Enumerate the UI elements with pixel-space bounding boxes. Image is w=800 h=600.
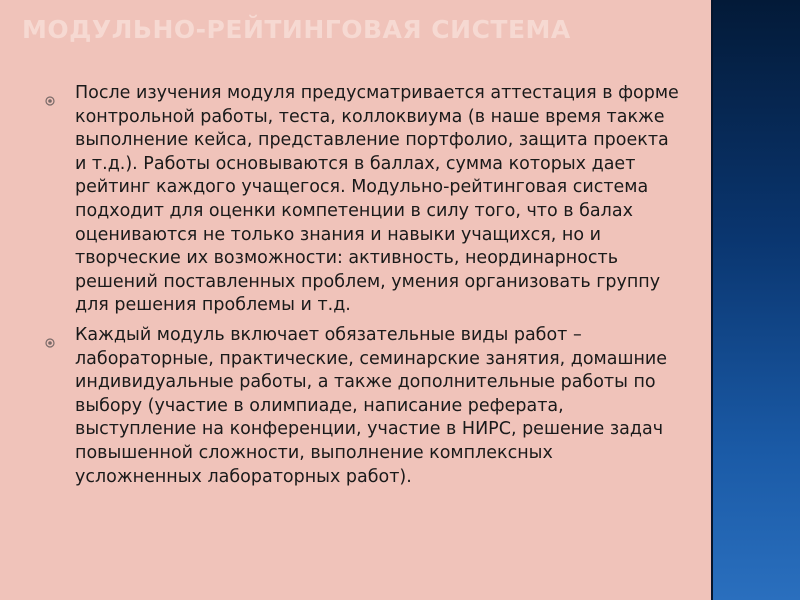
circle-bullet-icon bbox=[45, 333, 55, 343]
circle-bullet-icon bbox=[45, 91, 55, 101]
bullet-list bbox=[45, 82, 685, 495]
bullet-text: Каждый модуль включает обязательные виды работ – лабораторные, практические, семинарские занятия, домашние индивидуальные работы, а также дополнительные работы по выбору (участие в олимпиаде, написание реферата, выступление на конференции, участие в НИРС, решение задач повышенной сложности, выполнение комплексных усложненных лабораторных работ). bbox=[75, 324, 668, 487]
bullet-text: После изучения модуля предусматривается аттестация в форме контрольной работы, теста, коллоквиума (в наше время также выполнение кейса, представление портфолио, защита проекта и т.д.). Работы основываются в баллах, сумма которых дает рейтинг каждого учащегося. Модульно-рейтинговая система подходит для оценки компетенции в силу того, что в балах оцениваются не только знания и навыки учащихся, но и творческие их возможности: активность, неординарность решений поставленных проблем, умения организовать группу для решения проблемы и т.д. bbox=[75, 83, 679, 316]
bullet-item bbox=[45, 82, 685, 318]
slide-title: МОДУЛЬНО-РЕЙТИНГОВАЯ СИСТЕМА bbox=[22, 15, 571, 44]
bullet-item bbox=[45, 324, 685, 489]
decorative-side-panel bbox=[713, 0, 800, 600]
